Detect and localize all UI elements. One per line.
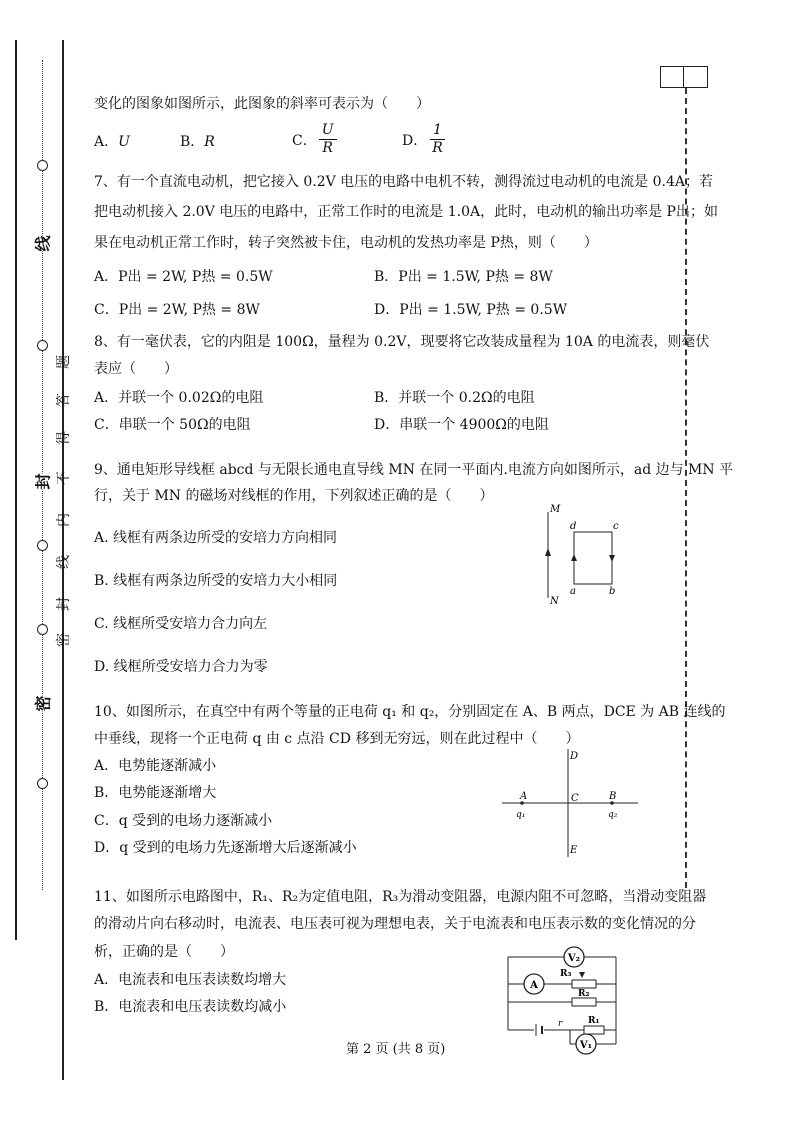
label-d: d (570, 521, 577, 532)
label-a: a (570, 586, 576, 597)
label-r1: R₁ (588, 1016, 600, 1026)
q10-figure (500, 745, 640, 860)
label-ammeter: A (530, 980, 538, 991)
q11-circuit (500, 940, 630, 1056)
q6-option-b-value: R (204, 134, 215, 150)
label-r2: R₂ (578, 989, 590, 999)
label-b: b (609, 586, 616, 597)
q8-stem-2: 表应（ ） (94, 361, 178, 377)
label-v1: V₁ (579, 1040, 593, 1051)
seal-circle (37, 160, 48, 171)
q8-option-b: B．并联一个 0.2Ω的电阻 (374, 390, 535, 406)
q11-stem-1: 11、如图所示电路图中，R₁、R₂为定值电阻，R₃为滑动变阻器，电源内阻不可忽略，当滑动变阻器 (94, 889, 707, 905)
label-q2: q₂ (608, 810, 618, 820)
q8-option-c: C．串联一个 50Ω的电阻 (94, 417, 251, 433)
q7-option-b: B．P出 = 1.5W, P热 = 8W (374, 269, 553, 285)
box-divider (683, 67, 684, 87)
loop-abcd (574, 532, 612, 584)
label-q1: q₁ (516, 810, 526, 820)
q6-option-a (94, 132, 130, 152)
seal-char: 得 (56, 431, 72, 445)
label-b: B (609, 791, 617, 802)
q7-option-d: D．P出 = 1.5W, P热 = 0.5W (374, 302, 568, 318)
seal-char: 题 (56, 355, 72, 369)
outer-border-line (15, 40, 17, 940)
resistor-r3 (572, 980, 596, 988)
q9-figure (540, 500, 630, 610)
seal-char: 线 (56, 555, 72, 569)
q6-option-c-fraction: $\frac{U}{R}$ (319, 122, 337, 157)
q6-option-b (180, 132, 215, 152)
label-d: D (570, 751, 579, 762)
label-e: E (570, 845, 578, 856)
loop-arrow-bc (609, 555, 615, 562)
q6-option-a-value: U (118, 134, 130, 150)
q6-option-d-label: D． (402, 132, 428, 149)
seal-char: 内 (56, 513, 72, 527)
loop-arrow-ad (571, 554, 577, 561)
label-r3: R₃ (560, 969, 572, 979)
q11-option-b: B．电流表和电压表读数均减小 (94, 999, 287, 1015)
q10-stem-1: 10、如图所示，在真空中有两个等量的正电荷 q₁ 和 q₂，分别固定在 A、B 两点，DCE 为 AB 连线的 (94, 704, 726, 720)
resistor-r1 (584, 1026, 604, 1034)
q6-option-a-label: A． (94, 134, 119, 150)
label-r: r (558, 1019, 563, 1029)
q9-stem-1: 9、通电矩形导线框 abcd 与无限长通电直导线 MN 在同一平面内.电流方向如图所示，ad 边与 MN 平 (94, 462, 734, 478)
label-a: A (520, 791, 528, 802)
q9-option-b: B. 线框有两条边所受的安培力大小相同 (94, 573, 338, 589)
resistor-r2 (572, 998, 596, 1006)
seal-char: 密 (56, 633, 72, 647)
seal-char: 封 (56, 597, 72, 611)
q10-stem-2: 中垂线，现将一个正电荷 q 由 c 点沿 CD 移到无穷远，则在此过程中（ ） (94, 731, 580, 747)
seal-circle (37, 778, 48, 789)
q9-option-a: A. 线框有两条边所受的安培力方向相同 (94, 530, 338, 546)
label-c: C (571, 793, 579, 804)
label-c: c (613, 521, 619, 532)
q7-option-c: C．P出 = 2W, P热 = 8W (94, 302, 260, 318)
q11-option-a: A．电流表和电压表读数均增大 (94, 972, 287, 988)
q8-stem-1: 8、有一毫伏表，它的内阻是 100Ω，量程为 0.2V，现要将它改装成量程为 10A 的电流表，则毫伏 (94, 334, 710, 350)
q10-option-b: B．电势能逐渐增大 (94, 785, 217, 801)
q6-option-c-label: C． (292, 132, 317, 149)
q6-option-c (292, 122, 339, 157)
q8-option-a: A．并联一个 0.02Ω的电阻 (94, 390, 264, 406)
q7-option-a: A．P出 = 2W, P热 = 0.5W (94, 269, 273, 285)
q7-stem-2: 把电动机接入 2.0V 电压的电路中，正常工作时的电流是 1.0A，此时，电动机的输出功率是 P出；如 (94, 204, 718, 220)
label-v2: V₂ (567, 953, 581, 964)
q10-option-c: C．q 受到的电场力逐渐减小 (94, 813, 273, 829)
q9-stem-2: 行，关于 MN 的磁场对线框的作用，下列叙述正确的是（ ） (94, 488, 494, 504)
slider-arrow (579, 972, 585, 978)
q8-option-d: D．串联一个 4900Ω的电阻 (374, 417, 549, 433)
seal-circle (37, 540, 48, 551)
page-footer: 第 2 页 (共 8 页) (346, 1042, 446, 1057)
seal-char: 答 (56, 393, 72, 407)
top-right-box (660, 66, 708, 88)
q9-option-d: D. 线框所受安培力合力为零 (94, 659, 268, 675)
seal-char: 密 (31, 695, 54, 711)
wire-arrow (545, 548, 551, 556)
q10-option-a: A．电势能逐渐减小 (94, 758, 217, 774)
seal-circle (37, 340, 48, 351)
seal-char: 封 (31, 473, 54, 489)
q9-option-c: C. 线框所受安培力合力向左 (94, 616, 268, 632)
label-n: N (550, 596, 559, 607)
q11-stem-2: 的滑动片向右移动时，电流表、电压表可视为理想电表，关于电流表和电压表示数的变化情况的分 (94, 916, 696, 932)
q10-option-d: D．q 受到的电场力先逐渐增大后逐渐减小 (94, 840, 357, 856)
seal-circle (37, 624, 48, 635)
q11-stem-3: 析，正确的是（ ） (94, 944, 234, 960)
label-m: M (550, 504, 561, 515)
q7-stem-3: 果在电动机正常工作时，转子突然被卡住，电动机的发热功率是 P热，则（ ） (94, 235, 598, 251)
q6-option-b-label: B． (180, 134, 205, 150)
q6-stem: 变化的图象如图所示，此图象的斜率可表示为（ ） (94, 96, 430, 112)
q6-option-d-fraction: $\frac{1}{R}$ (429, 122, 446, 157)
q7-stem-1: 7、有一个直流电动机，把它接入 0.2V 电压的电路中电机不转，测得流过电动机的电流是 0.4A；若 (94, 174, 714, 190)
seal-char: 线 (31, 235, 54, 251)
q6-option-d (402, 122, 448, 157)
seal-char: 不 (56, 471, 72, 485)
